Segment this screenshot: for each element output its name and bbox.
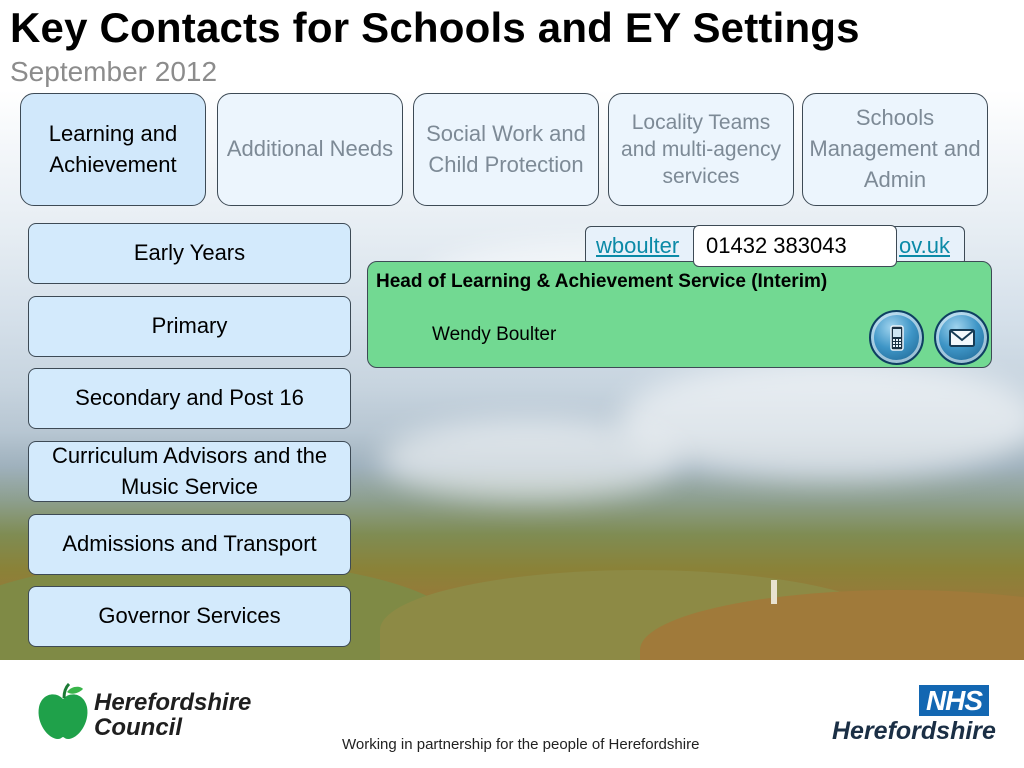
tab-learning-and-achievement[interactable] [20, 93, 206, 206]
envelope-icon [948, 324, 976, 352]
email-link[interactable]: wboulter [596, 233, 680, 258]
footer-tagline: Working in partnership for the people of Herefordshire [342, 736, 700, 753]
sidebar-item-label: Primary [151, 313, 228, 339]
tab-social-work[interactable] [413, 93, 599, 206]
tab-additional-needs[interactable] [217, 93, 403, 206]
council-name [94, 690, 251, 740]
sidebar-item-label: Governor Services [98, 603, 281, 629]
tab-schools-management[interactable] [802, 93, 988, 206]
email-button[interactable] [934, 310, 989, 365]
phone-button[interactable] [869, 310, 924, 365]
phone-tooltip: 01432 383043 [693, 225, 897, 267]
sidebar-item-governor-services[interactable] [28, 586, 351, 647]
sidebar-item-secondary[interactable] [28, 368, 351, 429]
council-name-line2: Council [94, 714, 182, 742]
tab-label: Schools Management and Admin [809, 105, 981, 192]
sidebar-item-label: Secondary and Post 16 [75, 385, 304, 411]
sidebar-item-early-years[interactable] [28, 223, 351, 284]
council-name-line1: Herefordshire [94, 689, 252, 716]
page-subtitle: September 2012 [10, 56, 218, 87]
tab-label: Learning and Achievement [48, 120, 178, 177]
sidebar-item-label: Admissions and Transport [62, 531, 317, 557]
sidebar-item-label: Curriculum Advisors and the Music Service [51, 442, 328, 499]
mobile-phone-icon [883, 324, 911, 352]
contact-card [367, 261, 992, 368]
email-link-end[interactable]: ov.uk [899, 233, 950, 258]
nhs-place-name: Herefordshire [832, 717, 996, 745]
contact-name: Wendy Boulter [432, 324, 557, 345]
sidebar-item-curriculum-advisors[interactable] [28, 441, 351, 502]
apple-logo-icon [36, 683, 90, 741]
contact-role: Head of Learning & Achievement Service (Interim) [376, 271, 828, 292]
nhs-logo: NHS [919, 685, 989, 716]
page-title: Key Contacts for Schools and EY Settings [10, 4, 860, 51]
sidebar-item-label: Early Years [133, 240, 246, 266]
tab-locality-teams[interactable] [608, 93, 794, 206]
sidebar-item-primary[interactable] [28, 296, 351, 357]
tab-label: Locality Teams and multi-agency services [621, 110, 781, 189]
monument-tower [771, 580, 777, 604]
sidebar-item-admissions[interactable] [28, 514, 351, 575]
tab-label: Social Work and Child Protection [426, 120, 586, 177]
tab-label: Additional Needs [226, 136, 394, 162]
